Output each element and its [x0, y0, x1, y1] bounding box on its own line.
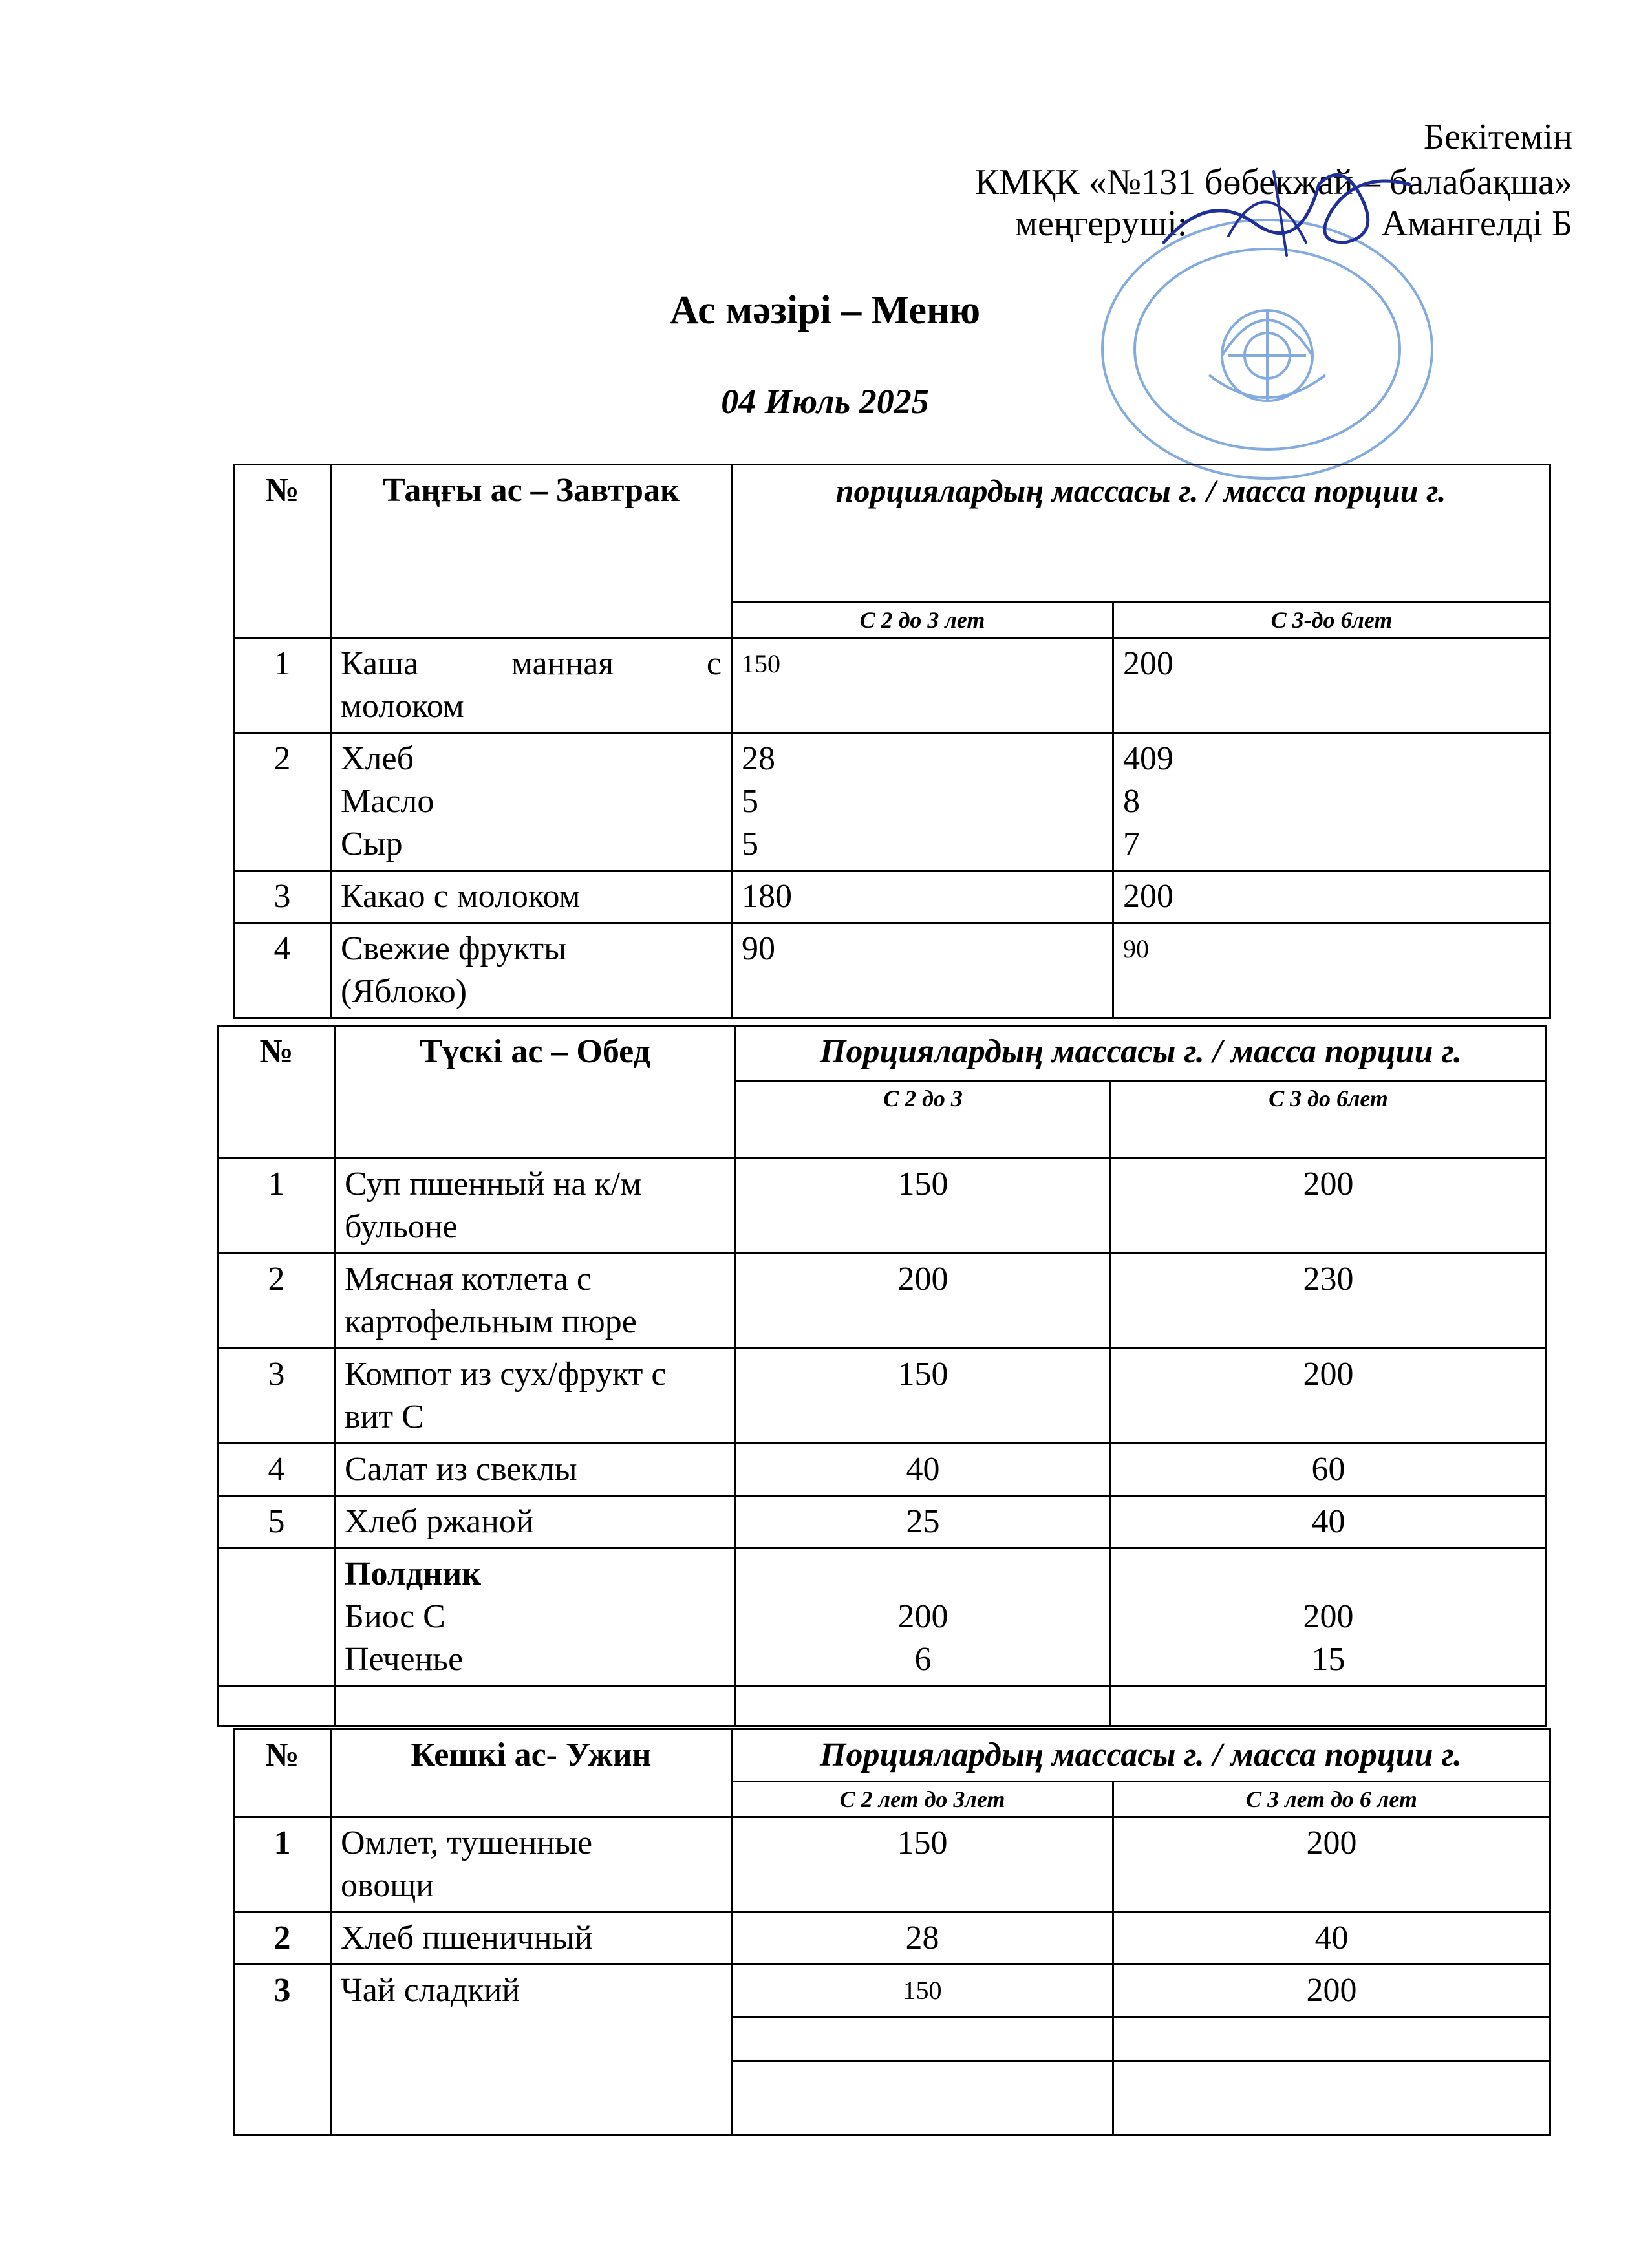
portion-value: 200 [1113, 638, 1550, 733]
meal-header: Таңғы ас – Завтрак [331, 465, 732, 638]
dish-name: Свежие фрукты [341, 930, 567, 967]
signature-icon [1151, 145, 1422, 275]
dish-name: Биос С [345, 1598, 445, 1635]
meal-header: Кешкі ас- Ужин [331, 1729, 732, 1817]
row-number: 2 [219, 1254, 335, 1349]
portion-value: 180 [732, 871, 1113, 923]
dish-name: Хлеб пшеничный [331, 1912, 732, 1965]
portion-value: 5 [742, 826, 758, 862]
table-row [234, 638, 1550, 733]
snack-title: Полдник [345, 1556, 482, 1592]
dish-name: Суп пшенный на к/м [345, 1166, 642, 1203]
age-group-header: С 3 лет до 6 лет [1113, 1782, 1550, 1817]
table-row [219, 1548, 1547, 1686]
portion-value: 150 [732, 1817, 1113, 1912]
signatory-role: меңгеруші: [1014, 204, 1188, 244]
table-row [219, 1496, 1547, 1548]
table-row [234, 871, 1550, 923]
row-number: 4 [219, 1444, 335, 1496]
mass-header: порциялардың массасы г. / масса порции г. [732, 465, 1550, 603]
dish-name: Масло [341, 783, 434, 820]
portion-value: 200 [1113, 1817, 1550, 1912]
portion-value: 40 [1113, 1912, 1550, 1965]
portion-value: 150 [732, 1965, 1113, 2017]
table-row [219, 1159, 1547, 1254]
portion-value: 40 [736, 1444, 1111, 1496]
number-header: № [219, 1026, 335, 1159]
dish-name: Омлет, тушенные [341, 1824, 593, 1861]
portion-value: 28 [732, 1912, 1113, 1965]
table-row [219, 1349, 1547, 1444]
portion-value: 150 [736, 1159, 1111, 1254]
table-row [234, 1817, 1550, 1912]
table-row [234, 1965, 1550, 2017]
portion-value: 90 [1113, 923, 1550, 1018]
dish-name-cont: овощи [341, 1867, 434, 1904]
dish-name: Компот из сух/фрукт с [345, 1356, 667, 1393]
mass-header: Порциялардың массасы г. / масса порции г. [732, 1729, 1550, 1782]
breakfast-table [233, 464, 1551, 1019]
dish-name-cont: молоком [341, 688, 464, 725]
number-header: № [234, 465, 331, 638]
dish-name-cont: (Яблоко) [341, 973, 467, 1010]
portion-value: 150 [736, 1349, 1111, 1444]
dish-name: Хлеб [341, 740, 414, 777]
dish-name: Печенье [345, 1641, 464, 1678]
table-row [234, 923, 1550, 1018]
portion-value: 7 [1123, 826, 1140, 862]
meal-header: Түскі ас – Обед [335, 1026, 736, 1159]
dish-name-cont: бульоне [345, 1208, 458, 1245]
portion-value: 40 [1111, 1496, 1547, 1548]
mass-header: Порциялардың массасы г. / масса порции г. [736, 1026, 1547, 1081]
portion-value: 409 [1123, 740, 1173, 777]
dish-name: Салат из свеклы [335, 1444, 736, 1496]
age-group-header: С 2 лет до 3лет [732, 1782, 1113, 1817]
table-row [219, 1254, 1547, 1349]
dish-name-cont: картофельным пюре [345, 1303, 637, 1340]
age-group-header: С 2 до 3 лет [732, 603, 1113, 638]
portion-value: 200 [1303, 1598, 1354, 1635]
portion-value: 200 [1113, 871, 1550, 923]
portion-value: 28 [742, 740, 775, 777]
age-group-header: С 2 до 3 [736, 1081, 1111, 1159]
portion-value: 200 [736, 1254, 1111, 1349]
signatory-name: Амангелді Б [1381, 204, 1572, 244]
dish-name: Хлеб ржаной [335, 1496, 736, 1548]
portion-value: 200 [897, 1598, 948, 1635]
row-number: 1 [234, 638, 331, 733]
dish-name: Каша манная с [341, 645, 722, 682]
dinner-table [233, 1728, 1551, 2136]
dish-name: Мясная котлета с [345, 1261, 592, 1298]
number-header: № [234, 1729, 331, 1817]
portion-value: 8 [1123, 783, 1140, 820]
portion-value: 200 [1111, 1349, 1547, 1444]
portion-value: 150 [732, 638, 1113, 733]
portion-value: 200 [1111, 1159, 1547, 1254]
row-number: 5 [219, 1496, 335, 1548]
portion-value: 230 [1111, 1254, 1547, 1349]
row-number: 2 [234, 733, 331, 871]
lunch-table [217, 1025, 1547, 1727]
page-title: Ас мәзірі – Меню [669, 288, 981, 332]
row-number: 3 [234, 871, 331, 923]
portion-value: 25 [736, 1496, 1111, 1548]
table-row [219, 1444, 1547, 1496]
dish-name: Какао с молоком [331, 871, 732, 923]
row-number: 1 [234, 1817, 331, 1912]
row-number: 3 [219, 1349, 335, 1444]
row-number: 3 [234, 1965, 331, 2135]
table-row [234, 1912, 1550, 1965]
age-group-header: С 3 до 6лет [1111, 1081, 1547, 1159]
portion-value: 60 [1111, 1444, 1547, 1496]
approval-label: Бекітемін [1423, 117, 1572, 157]
portion-value: 15 [1311, 1641, 1345, 1678]
menu-date: 04 Июль 2025 [721, 382, 929, 421]
portion-value: 5 [742, 783, 758, 820]
row-number: 2 [234, 1912, 331, 1965]
row-number: 1 [219, 1159, 335, 1254]
table-row [234, 733, 1550, 871]
dish-name: Сыр [341, 826, 403, 862]
age-group-header: С 3-до 6лет [1113, 603, 1550, 638]
portion-value: 200 [1113, 1965, 1550, 2017]
dish-name-cont: вит С [345, 1398, 424, 1435]
dish-name: Чай сладкий [331, 1965, 732, 2135]
approval-organization: КМҚК «№131 бөбекжай – балабақша» [974, 162, 1572, 202]
table-row [219, 1686, 1547, 1726]
portion-value: 90 [732, 923, 1113, 1018]
row-number: 4 [234, 923, 331, 1018]
portion-value: 6 [914, 1641, 932, 1678]
